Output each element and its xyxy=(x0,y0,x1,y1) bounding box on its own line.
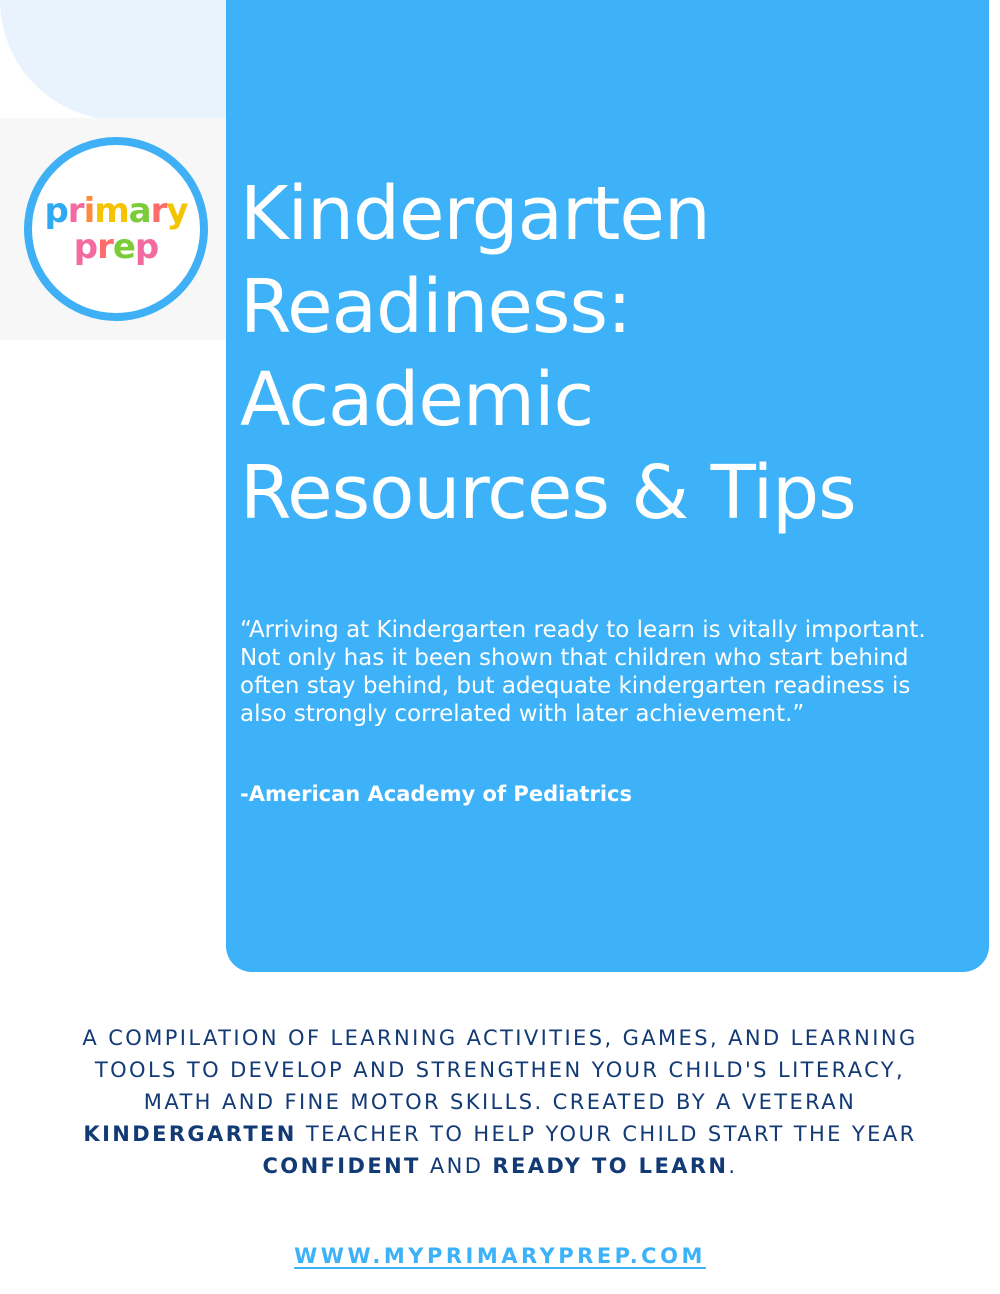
website-link[interactable]: WWW.MYPRIMARYPREP.COM xyxy=(294,1244,706,1268)
logo-letter: r xyxy=(97,227,113,267)
description-emphasis: CONFIDENT xyxy=(262,1154,421,1178)
logo-letter: y xyxy=(166,191,188,231)
page-title xyxy=(240,168,980,540)
logo-letter: p xyxy=(73,227,98,267)
pediatrics-quote: “Arriving at Kindergarten ready to learn is vitally important. Not only has it been shown that children who start behind often stay behind, but adequate kindergarten readiness is also strongly correlated with later achievement.” xyxy=(240,617,926,727)
title-line: Kindergarten xyxy=(240,171,710,257)
logo-letter: e xyxy=(112,227,135,267)
description-part: TEACHER TO HELP YOUR CHILD START THE YEAR xyxy=(296,1122,917,1146)
description-part: . xyxy=(728,1154,738,1178)
logo-letter: p xyxy=(134,227,159,267)
primary-prep-logo xyxy=(24,137,208,321)
title-line: Resources & Tips xyxy=(240,450,856,536)
description-part: AND xyxy=(420,1154,493,1178)
decorative-corner-shape xyxy=(0,0,240,120)
title-line: Readiness: xyxy=(240,264,631,350)
description-emphasis: KINDERGARTEN xyxy=(83,1122,297,1146)
logo-word-prep xyxy=(74,229,159,265)
logo-word-primary xyxy=(44,193,187,229)
description-emphasis: READY TO LEARN xyxy=(492,1154,729,1178)
description-text xyxy=(60,1022,940,1182)
quote-attribution: -American Academy of Pediatrics xyxy=(240,782,633,806)
logo-letter: m xyxy=(94,191,129,231)
logo-letter: i xyxy=(83,191,95,231)
logo-letter: a xyxy=(128,191,151,231)
logo-letter: p xyxy=(44,191,68,231)
title-line: Academic xyxy=(240,357,594,443)
logo-letter: r xyxy=(150,191,167,231)
description-part: A COMPILATION OF LEARNING ACTIVITIES, GAMES, AND LEARNING TOOLS TO DEVELOP AND STRENGTHEN YOUR CHILD'S LITERACY, MATH AND FINE MOTOR SKILLS. CREATED BY A VETERAN xyxy=(82,1026,918,1114)
logo-letter: r xyxy=(67,191,84,231)
